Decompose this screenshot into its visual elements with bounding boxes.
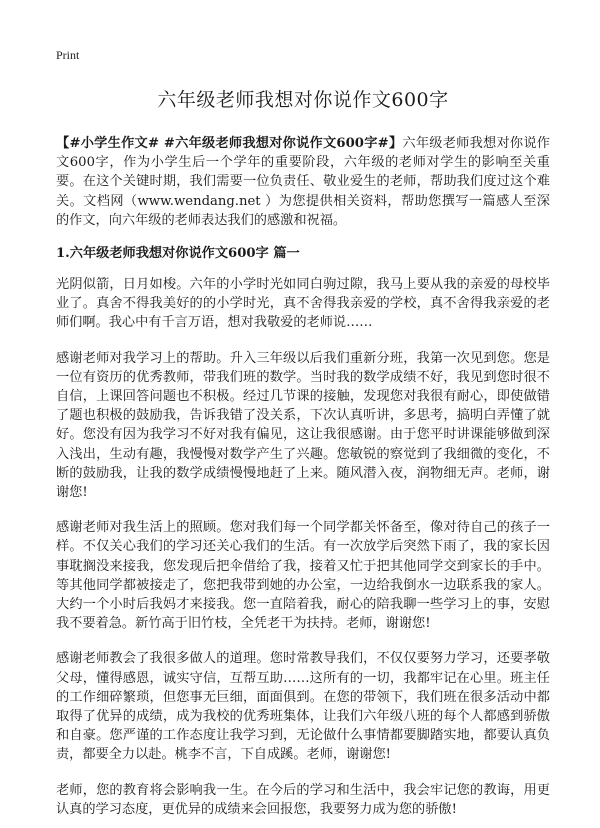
body-paragraph-3: 感谢老师对我生活上的照顾。您对我们每一个同学都关怀备至，像对待自己的孩子一样。不仅关心我们的学习还关心我们的生活。有一次放学后突然下雨了，我的家长因事耽搁没来接我，您发现后把伞借给了我，接着又忙于把其他同学交到家长的手中。等其他同学都被接走了，您把我带到她的办公室，一边给我倒水一边联系我的家人。大约一个小时后我妈才来接我。您一直陪着我，耐心的陪我聊一些学习上的事，安慰我不要着急。新竹高于旧竹枝，全凭老干为扶持。老师，谢谢您! xyxy=(56,520,550,632)
intro-tag: 【#小学生作文# #六年级老师我想对你说作文600字#】 xyxy=(56,136,403,151)
document-title: 六年级老师我想对你说作文600字 xyxy=(157,89,449,111)
intro-paragraph xyxy=(56,134,550,230)
intro-text: 六年级老师我想对你说作文600字，作为小学生后一个学年的重要阶段，六年级的老师对学生的影响至关重要。在这个关键时期，我们需要一位负责任、敬业爱生的老师，帮助我们度过这个难关。文档网（www.wendang.net ）为您提供相关资料，帮助您撰写一篇感人至深的作文，向六年级的老师表达我们的感激和祝福。 xyxy=(56,136,550,228)
print-link[interactable]: Print xyxy=(56,48,80,62)
body-paragraph-4: 感谢老师教会了我很多做人的道理。您时常教导我们，不仅仅要努力学习，还要孝敬父母，懂得感恩，诚实守信，互帮互助……这所有的一切，我都牢记在心里。班主任的工作细碎繁琐，但您事无巨细，面面俱到。在您的带领下，我们班在很多活动中都取得了优异的成绩，成为我校的优秀班集体，让我们六年级八班的每个人都感到骄傲和自豪。您严谨的工作态度让我学习到，无论做什么事情都要脚踏实地，都要认真负责，都要全力以赴。桃李不言，下自成蹊。老师，谢谢您! xyxy=(56,651,550,763)
body-paragraph-1: 光阴似箭，日月如梭。六年的小学时光如同白驹过隙，我马上要从我的亲爱的母校毕业了。真舍不得我美好的的小学时光，真不舍得我亲爱的学校，真不舍得我亲爱的老师们啊。我心中有千言万语，想对我敬爱的老师说…… xyxy=(56,277,550,331)
section-heading: 1.六年级老师我想对你说作文600字 篇一 xyxy=(56,246,300,262)
body-paragraph-2: 感谢老师对我学习上的帮助。升入三年级以后我们重新分班，我第一次见到您。您是一位有资历的优秀教师，带我们班的数学。当时我的数学成绩不好，我见到您时很不自信，上课回答问题也不积极。经过几节课的接触，发现您对我很有耐心，即使做错了题也积极的鼓励我，告诉我错了没关系，下次认真听讲，多思考，搞明白弄懂了就好。您没有因为我学习不好对我有偏见，这让我很感谢。由于您平时讲课能够做到深入浅出，生动有趣，我慢慢对数学产生了兴趣。您敏锐的察觉到了我细微的变化，不断的鼓励我，让我的数学成绩慢慢地赶了上来。随风潜入夜，润物细无声。老师，谢谢您! xyxy=(56,350,550,501)
body-paragraph-5: 老师，您的教育将会影响我一生。在今后的学习和生活中，我会牢记您的教诲，用更认真的学习态度，更优异的成绩来会回报您，我要努力成为您的骄傲! xyxy=(56,782,550,817)
